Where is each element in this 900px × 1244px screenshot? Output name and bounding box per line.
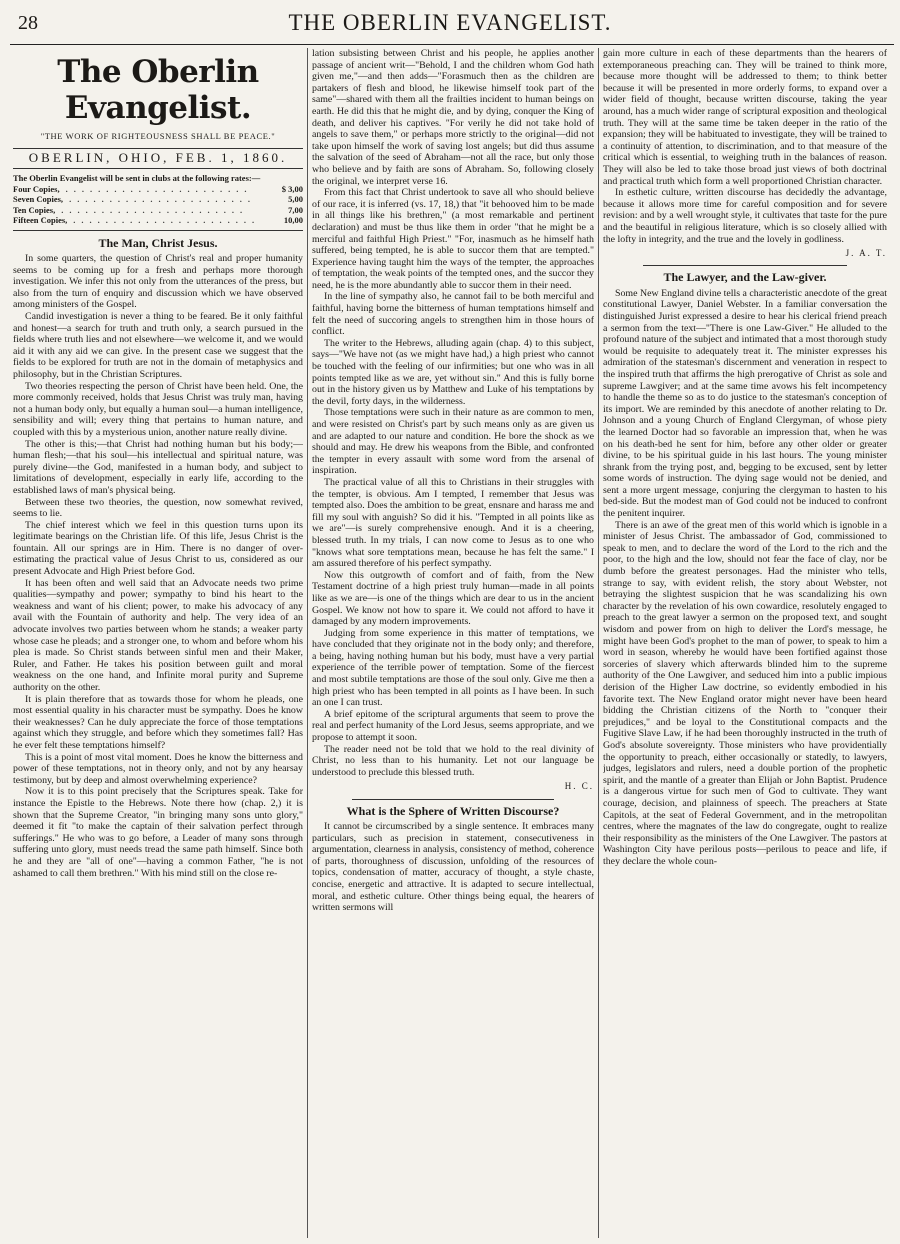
paragraph: Judging from some experience in this matter of temptations, we have concluded that they originate not in the body only; and therefore, a being, having nothing human but his body, must have a very partial experience of the terrible power of temptation. Some of the fiercest and most subtile temptations are those of the soul only. Give me then a high priest who has been tempted in all points as I have been. In such an one I can trust. [312, 627, 594, 709]
terms-price: 5,00 [288, 194, 303, 205]
masthead-motto: "THE WORK OF RIGHTEOUSNESS SHALL BE PEACE." [40, 131, 276, 141]
terms-label: Fifteen Copies, [13, 215, 68, 226]
paragraph: Candid investigation is never a thing to be feared. Be it only faithful and honest—a search for truth and truth only, a search pursued in the fields where truth lies and not elsewhere—we welcome it, and we would aid it with any aid we can give. In the present case we suggest that the fields to be explored for truth are not in the domain of metaphysics and philosophy, but in the Christian Scriptures. [13, 311, 303, 380]
page-header [8, 8, 892, 44]
page-number: 28 [18, 12, 38, 34]
paragraph: In the line of sympathy also, he cannot fail to be both merciful and faithful, having borne the bitterness of human temptations himself and felt the need of succoring angels to strengthen him in those hours of conflict. [312, 291, 594, 338]
column-1 [13, 48, 303, 1238]
paragraph: gain more culture in each of these departments than the hearers of extemporaneous preaching can. They will be trained to think more, because more thought will be addressed to them; to think better because it will be presented in more orderly forms, to expand over a wider field of thought, because written discourse, taking the year around, has a much wider range of scriptural exposition and theological truth. They will at the same time be taken deeper in the ratio of the expansion; they will be habituated to investigate, they will be trained to a continuity of attention, to discrimination, and to that measure of the critical which is essential, to weighing truth in the balances of reason. They will also be led to take those broad just views of both doctrinal and practical truth which form a well proportioned Christian character. [603, 48, 887, 187]
article-body [312, 48, 594, 778]
article-title: The Lawyer, and the Law-giver. [663, 270, 827, 285]
article-signature: J. A. T. [845, 248, 887, 259]
running-title: THE OBERLIN EVANGELIST. [288, 10, 612, 35]
terms-row: Fifteen Copies, ....................... 10,00 [13, 215, 303, 226]
paragraph: The writer to the Hebrews, alluding again (chap. 4) to this subject, says—"We have not (as we might have had,) a high priest who cannot be touched with the feeling of our infirmities; but one who was in all points tempted like as we are, yet without sin." And this is fully borne out in the history given us by Matthew and Luke of his temptations by the devil, forty days, in the wilderness. [312, 337, 594, 407]
column-3 [603, 48, 887, 1238]
article-body [13, 253, 303, 879]
article-body [603, 288, 887, 868]
terms-intro: The Oberlin Evangelist will be sent in clubs at the following rates:— [13, 172, 261, 183]
article-body [603, 48, 887, 245]
paragraph: The other is this;—that Christ had nothing human but his body;—human flesh;—that his soul—his intellectual and spiritual nature, was purely divine—the God, manifested in a human body, and subject to limitations of development, especially in early life, according to the established laws of man's physical being. [13, 438, 303, 496]
column-2 [312, 48, 594, 1238]
terms-row: Ten Copies, ....................... 7,00 [13, 204, 303, 215]
column-rule [598, 48, 599, 1238]
paragraph: It cannot be circumscribed by a single sentence. It embraces many particulars, such as precision in statement, consecutiveness in argumentation, clearness in analysis, consistency of method, coherence of parts, thoroughness of discussion, unfolding of the resources of topics, condensation of matter, accuracy of thought, a style chaste, concise, energetic and attractive. It is adapted to secure intellectual, moral, and esthetic culture. Other things being equal, the hearers of written sermons will [312, 821, 594, 914]
paragraph: This is a point of most vital moment. Does he know the bitterness and power of these temptations, not in theory only, and not by any hearsay testimony, but by deep and almost overwhelming experience? [13, 751, 303, 786]
paragraph: The reader need not be told that we hold to the real divinity of Christ, no less than to his humanity. Let not our language be understood to preclude this blessed truth. [312, 743, 594, 778]
article-separator [352, 799, 554, 800]
paragraph: Now it is to this point precisely that the Scriptures speak. Take for instance the Epistle to the Hebrews. Note there how (chap. 2,) it is shown that the Supreme Creator, "in bringing many sons unto glory," deemed it fit "to make the captain of their salvation perfect through sufferings." He who was to go before, a Leader of many sons through suffering unto glory, must needs tread the same path himself. Since both he and they are "all of one"—having a common Father, "he is not ashamed to call them brethren." With his mind still on the close re- [13, 786, 303, 879]
terms-price: 10,00 [283, 215, 303, 226]
masthead-title: The Oberlin Evangelist. [57, 54, 259, 126]
paragraph: Now this outgrowth of comfort and of faith, from the New Testament doctrine of a high priest truly human—made in all points like as we are—is one of the things which are dear to us in the ancient Gospel. We know not how to spare it. We could not afford to have it damaged by any modern improvements. [312, 569, 594, 628]
paragraph: In esthetic culture, written discourse has decidedly the advantage, because it allows more time for careful composition and for severe revision: and by a well wrought style, it cultivates that taste for the pure and the beautiful in religious literature, which is so closely allied with the lofty in integrity, and the true and the lovely in godliness. [603, 187, 887, 245]
terms-row: Seven Copies, ....................... 5,00 [13, 194, 303, 205]
article-signature: H. C. [564, 781, 594, 792]
paragraph: A brief epitome of the scriptural arguments that seem to prove the real and perfect humanity of the Lord Jesus, seems appropriate, and we propose to attempt it soon. [312, 708, 594, 744]
article-body [312, 821, 594, 914]
paragraph: The practical value of all this to Christians in their struggles with the tempter, is obvious. Am I tempted, I remember that Jesus was tempted also. Does the ambition to be great, ensnare and harass me and fill my soul with anguish? So did it his. "Tempted in all points like as we are"—is surely comprehensive enough. And it is a cheering, blessed truth. In my trials, I can now come to Jesus as to one who "knows what sore temptations mean, because he has felt the same." I am assured therefore of his perfect sympathy. [312, 476, 594, 570]
paragraph: It has been often and well said that an Advocate needs two prime qualities—sympathy and power; sympathy to bind his heart to the weakness and want of his client; power, to make his advocacy of any avail with the Fountain of authority and help. The very idea of an advocate involves two parties between whom he stands; a weaker party whose case he pleads; and a stronger one, to whom and before whom his plea is made. So Christ stands between sinful men and their Maker, Ruler, and Father. He takes his position between guilt and moral weakness on the one hand, and Infinite moral purity and Supreme authority on the other. [13, 577, 303, 693]
terms-label: Four Copies, [13, 183, 60, 194]
paragraph: Those temptations were such in their nature as are common to men, and were resisted on Christ's part by such means only as are given us and are adapted to our nature and condition. He bore the shock as we should and may. He drew his weapons from the Bible, and confronted the tempter in every assault with some word from the arsenal of inspiration. [312, 407, 594, 477]
terms-label: Ten Copies, [13, 204, 56, 215]
article-title: The Man, Christ Jesus. [98, 235, 218, 250]
header-rule [10, 44, 894, 45]
subscription-terms [13, 173, 303, 231]
article-title: What is the Sphere of Written Discourse? [346, 803, 560, 818]
terms-row: Four Copies, ....................... $ 3,00 [13, 183, 303, 194]
paragraph: Two theories respecting the person of Christ have been held. One, the more commonly received, holds that Jesus Christ was truly man, having not a human body only, but equally a human soul—a human intelligence, sensibility and will; every thing that pertains to human nature, and coupled with this by a mysterious union, another nature really divine. [13, 380, 303, 438]
terms-price: 7,00 [288, 204, 303, 215]
paragraph: There is an awe of the great men of this world which is ignoble in a minister of Jesus Christ. The ambassador of God, commissioned to speak to men, and to declare the word of the Lord to the rich and the poor, to the high and the low, should not fear the face of clay, nor be dumb before the greatest personages. Had the minister who tells, strange to say, with evident relish, the story about Webster, not betraying the slightest suspicion that he was scandalizing his own character by the revelation of his own cowardice, resolutely engaged to preach to the great lawyer a sermon on the proposed text, and sought wisdom and power from on high to deliver the Lord's message, he might have been God's prophet to the man of power, to speak to him a word in season, whereby he would have been fortified against those sorceries of slavery which afterwards blinded him to the supreme authority of the One Lawgiver, and seduced him into a public impious derision of the Higher Law doctrine, so evidently embodied in his favorite text. The New England orator might never have been heard bidding the Christian citizens of the North to "conquer their prejudices," and be loyal to the Constitutional compacts and the Fugitive Slave Law, if he had been thoroughly instructed in the truth of God's absolute sovereignty. Those ministers who have providentially the opportunity to preach, either occasionally or statedly, to lawyers, judges, legislators and rulers, need a double portion of the prophetic spirit, and the mantle of a greater than Elijah or John Baptist. Prudence is a dangerous virtue for such men of God to cultivate. They want courage, decision, and plainness of speech. The preachers at State Capitols, at the seat of Federal Government, and in the metropolitan centres, where the magnates of the law do congregate, ought to realize their responsibility as the ministers of the One Lawgiver. The pastors at Washington City have perilous posts—perilous to peace and life, if they declare the whole coun- [603, 519, 887, 867]
terms-label: Seven Copies, [13, 194, 64, 205]
paragraph: It is plain therefore that as towards those for whom he pleads, one most essential quality in his character must be sympathy. Does he know their weaknesses? Can he duly appreciate the force of those temptations against which they struggle, and before which they sometimes fall? Has he ever felt these temptations himself? [13, 693, 303, 751]
dateline: OBERLIN, OHIO, FEB. 1, 1860. [13, 148, 303, 168]
paragraph: From this fact that Christ undertook to save all who should believe of our race, it is inferred (vs. 17, 18,) that "it behooved him to be made in all things like his brethren," (a most remarkable and pertinent declaration) and must be thus like them in order "that he might be a merciful and faithful High Priest." "For, inasmuch as he himself hath suffered, being tempted, he is able to succor them that are tempted." Experience having taught him the ways of the tempter, the approaches of temptation, the weak points of the tempted ones, and the succor they need, he is the more abundantly able to succor them in their need. [312, 187, 594, 291]
paragraph: In some quarters, the question of Christ's real and proper humanity seems to be coming up for a fresh and perhaps more thorough investigation. We infer this not only from the utterances of the press, but also from the turn of enquiry and discussion which we have observed among ministers of the Gospel. [13, 253, 303, 311]
terms-price: $ 3,00 [281, 183, 303, 194]
column-rule [307, 48, 308, 1238]
article-separator [643, 265, 847, 266]
paragraph: lation subsisting between Christ and his people, he applies another passage of ancient writ—"Behold, I and the children whom God hath given me,"—and then adds—"Forasmuch then as the children are partakers of flesh and blood, he likewise himself took part of the same"—shared with them all the frailties incident to human beings on earth. He did this that he might die, and by dying, conquer the King of death, and deliver his captives. "For verily he did not take hold of angels to save them," or perhaps more strictly to the original—did not take upon himself the work of saving lost angels; but did thus assume the salvation of the seed of Abraham—not all the race, but only those who believe and by faith are sons of Abraham. So, following closely the original, we interpret verse 16. [312, 48, 594, 187]
paragraph: Between these two theories, the question, now somewhat revived, seems to lie. [13, 496, 303, 520]
paragraph: The chief interest which we feel in this question turns upon its legitimate bearings on the Christian life. Of this life, Jesus Christ is the fountain. All our springs are in Him. There is no danger of over-estimating the practical value of Jesus Christ to us, considered as our present Advocate and High Priest before God. [13, 519, 303, 578]
paragraph: Some New England divine tells a characteristic anecdote of the great constitutional Lawyer, Daniel Webster. In a familiar conversation the distinguished Jurist expressed a desire to hear his clerical friend preach a sermon from the text—"There is one Law-Giver." He alluded to the profound nature of the subject and intimated that a most thorough study would be requisite to adequately treat it. The minister expresses his admiration of the statesman's discernment and veneration in respect to the inspired truth that affirms the high prerogative of Christ as sole and supreme Lawgiver; and at the same time avows his felt incompetency to handle the theme so as to do justice to the statesman's conception of its import. We are reminded by this anecdote of another relating to Dr. Johnson and a young Church of England Clergyman, of whose piety the learned Doctor had so favorable an impression that, when he was on his death-bed he sent for him, before any other older or greater divine, to be his spiritual guide in his last hours. The young minister shrank from the trying post, and, begging to be excused, sent by letter some words of instruction. The dying sage would not be denied, and sent a more urgent message, conjuring the clergyman to hasten to his bed-side. But the modest man of God could not be induced to confront the penitent inquirer. [603, 287, 887, 520]
